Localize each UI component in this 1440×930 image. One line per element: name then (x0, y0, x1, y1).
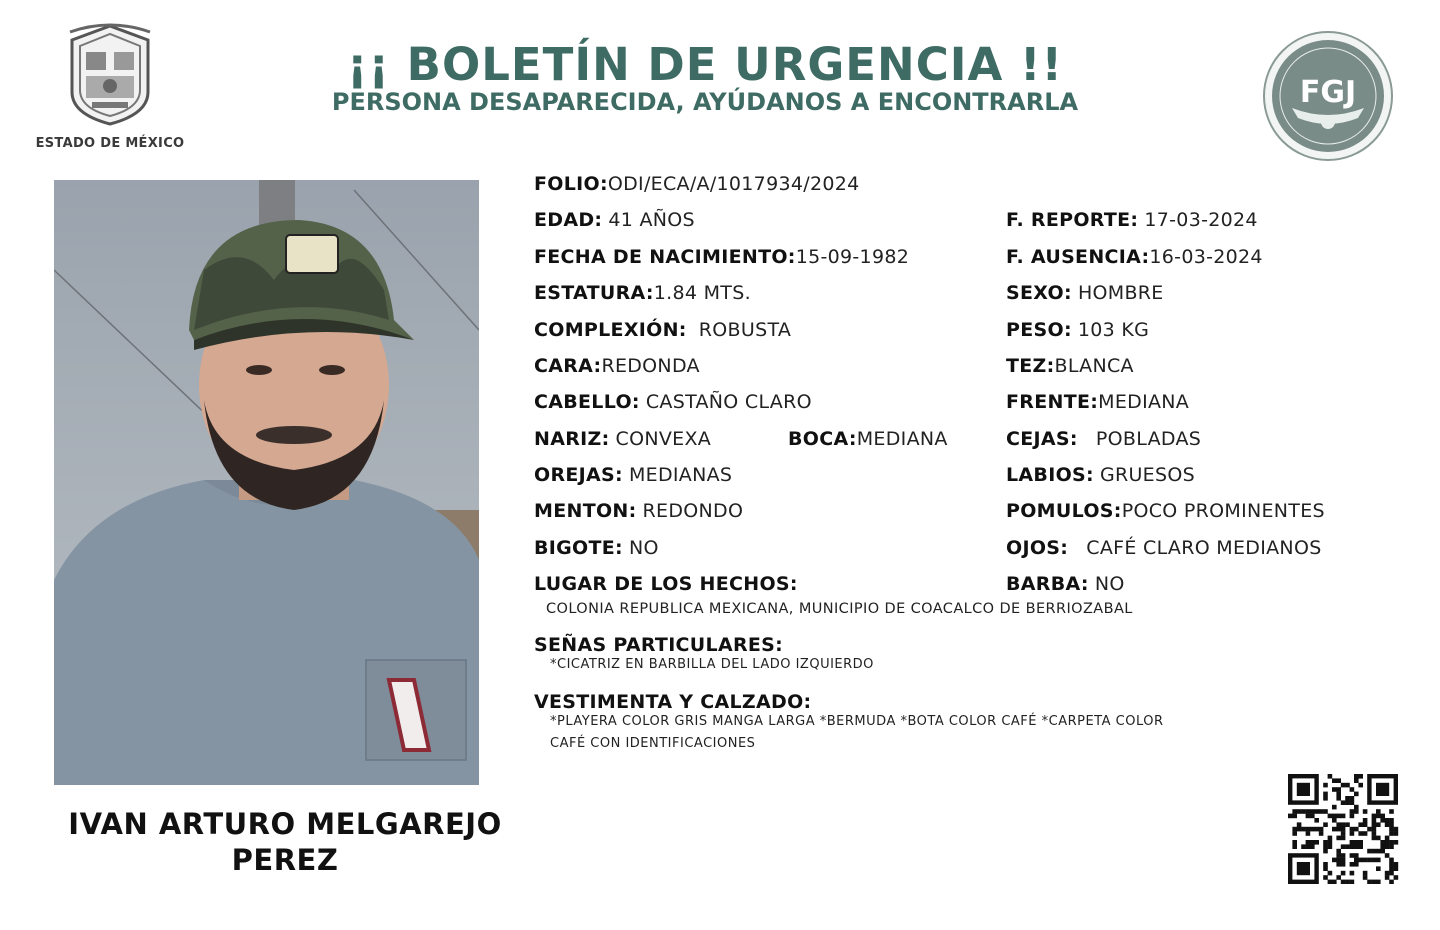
field-vestimenta-label (534, 690, 811, 714)
field-fecha-ausencia (1006, 245, 1263, 269)
field-labios (1006, 463, 1195, 487)
field-cejas (1006, 427, 1201, 451)
field-estatura (534, 281, 751, 305)
field-ojos (1006, 536, 1322, 560)
field-nariz (534, 427, 711, 451)
field-value: 15-09-1982 (795, 246, 910, 268)
field-fecha-nacimiento (534, 245, 909, 269)
bulletin-subtitle: PERSONA DESAPARECIDA, AYÚDANOS A ENCONTRARLA (331, 88, 1079, 116)
field-lugar-label (534, 572, 798, 596)
field-cabello (534, 390, 812, 414)
field-label: SEXO: (1006, 282, 1072, 304)
field-label: BIGOTE: (534, 537, 623, 559)
name-line-2: PEREZ (231, 843, 339, 877)
field-frente (1006, 390, 1189, 414)
field-label: FECHA DE NACIMIENTO: (534, 246, 796, 268)
field-value: 17-03-2024 (1144, 209, 1258, 231)
field-value: 103 KG (1077, 319, 1150, 341)
field-value: MEDIANA (1098, 391, 1190, 413)
field-vestimenta-line1: *PLAYERA COLOR GRIS MANGA LARGA *BERMUDA *BOTA COLOR CAFÉ *CARPETA COLOR (550, 714, 1164, 729)
field-label: PESO: (1006, 319, 1072, 341)
fgj-seal-icon (1262, 30, 1394, 162)
bulletin-title: ¡¡ BOLETÍN DE URGENCIA !! (346, 38, 1064, 91)
field-value: CASTAÑO CLARO (645, 391, 812, 413)
field-complexion (534, 318, 791, 342)
field-label: VESTIMENTA Y CALZADO: (534, 691, 812, 713)
field-label: BOCA: (788, 428, 857, 450)
field-value: NO (1094, 573, 1125, 595)
field-label: POMULOS: (1006, 500, 1122, 522)
field-label: NARIZ: (534, 428, 610, 450)
field-vestimenta-line2: CAFÉ CON IDENTIFICACIONES (550, 736, 756, 751)
field-label: LUGAR DE LOS HECHOS: (534, 573, 798, 595)
field-label: MENTON: (534, 500, 637, 522)
field-senas-label (534, 633, 783, 657)
field-label: BARBA: (1006, 573, 1089, 595)
field-label: F. REPORTE: (1006, 209, 1139, 231)
field-label: F. AUSENCIA: (1006, 246, 1150, 268)
field-menton (534, 499, 743, 523)
field-value: REDONDA (601, 355, 700, 377)
field-label: SEÑAS PARTICULARES: (534, 634, 784, 656)
field-value: POCO PROMINENTES (1121, 500, 1325, 522)
field-pomulos (1006, 499, 1325, 523)
field-fecha-reporte (1006, 208, 1258, 232)
field-value: ODI/ECA/A/1017934/2024 (607, 173, 860, 195)
field-value: MEDIANAS (628, 464, 733, 486)
field-label: OJOS: (1006, 537, 1069, 559)
field-label: CABELLO: (534, 391, 640, 413)
field-label: FRENTE: (1006, 391, 1099, 413)
field-label: CEJAS: (1006, 428, 1078, 450)
field-value: CONVEXA (615, 428, 712, 450)
qr-code-icon[interactable] (1288, 774, 1400, 884)
field-bigote (534, 536, 659, 560)
field-value: ROBUSTA (698, 319, 792, 341)
field-senas-value: *CICATRIZ EN BARBILLA DEL LADO IZQUIERDO (550, 657, 874, 672)
state-label: ESTADO DE MÉXICO (35, 136, 185, 151)
field-value: MEDIANA (856, 428, 948, 450)
field-label: TEZ: (1006, 355, 1055, 377)
field-label: ESTATURA: (534, 282, 654, 304)
field-sexo (1006, 281, 1164, 305)
field-label: OREJAS: (534, 464, 623, 486)
field-label: LABIOS: (1006, 464, 1094, 486)
field-label: COMPLEXIÓN: (534, 319, 687, 341)
field-value: NO (628, 537, 659, 559)
name-line-1: IVAN ARTURO MELGAREJO (68, 807, 502, 841)
field-edad (534, 208, 695, 232)
field-orejas (534, 463, 732, 487)
agency-label: FGJ (1299, 75, 1357, 110)
missing-person-photo (54, 180, 479, 785)
field-value: BLANCA (1054, 355, 1134, 377)
missing-person-name (40, 806, 530, 878)
field-folio (534, 172, 860, 196)
field-cara (534, 354, 700, 378)
field-value: HOMBRE (1077, 282, 1164, 304)
field-peso (1006, 318, 1149, 342)
field-lugar-value: COLONIA REPUBLICA MEXICANA, MUNICIPIO DE COACALCO DE BERRIOZABAL (546, 601, 1133, 617)
field-barba (1006, 572, 1125, 596)
field-label: EDAD: (534, 209, 603, 231)
field-value: CAFÉ CLARO MEDIANOS (1086, 537, 1322, 559)
field-boca (788, 427, 948, 451)
field-label: CARA: (534, 355, 602, 377)
field-tez (1006, 354, 1134, 378)
field-label: FOLIO: (534, 173, 608, 195)
field-value: 1.84 MTS. (653, 282, 751, 304)
field-value: 41 AÑOS (608, 209, 695, 231)
field-value: GRUESOS (1099, 464, 1195, 486)
field-value: REDONDO (642, 500, 744, 522)
field-value: POBLADAS (1095, 428, 1202, 450)
field-value: 16-03-2024 (1149, 246, 1263, 268)
